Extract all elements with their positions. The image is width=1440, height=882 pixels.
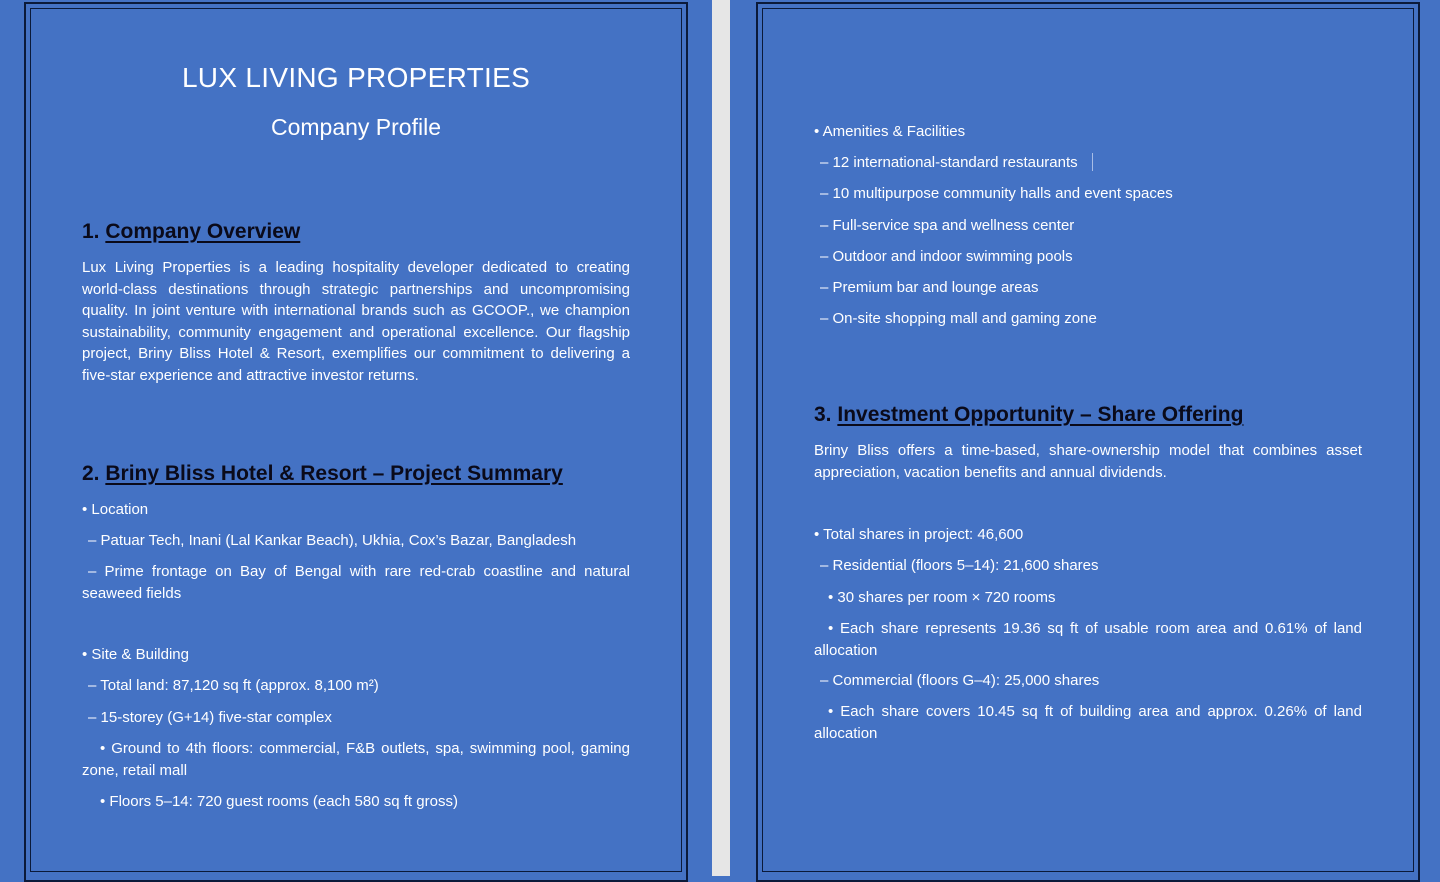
commercial-share-detail: • Each share covers 10.45 sq ft of building area and approx. 0.26% of land allocation: [814, 703, 1362, 742]
site-lower-floors: • Ground to 4th floors: commercial, F&B outlets, spa, swimming pool, gaming zone, retail mall: [82, 740, 630, 779]
document-page-1: [0, 0, 712, 876]
site-storey: – 15-storey (G+14) five-star complex: [88, 709, 332, 726]
amenity-item: – Premium bar and lounge areas: [820, 279, 1039, 296]
section-title: Company Overview: [105, 220, 301, 243]
location-label: • Location: [82, 501, 149, 518]
total-shares: • Total shares in project: 46,600: [814, 526, 1024, 543]
amenity-item: – 12 international-standard restaurants: [820, 154, 1078, 171]
page-gap: [712, 0, 730, 876]
company-overview-paragraph: Lux Living Properties is a leading hospitality developer dedicated to creating world-class destinations through strategic partnerships and uncompromising quality. In joint venture with international brands such as GCOOP., we champion sustainability, community engagement and operational excellence. Our flagship project, Briny Bliss Hotel & Resort, exemplifies our commitment to delivering a five-star experience and attractive investor returns.: [82, 259, 630, 384]
location-frontage: – Prime frontage on Bay of Bengal with rare red-crab coastline and natural seaweed fields: [82, 563, 630, 602]
amenity-item: – Full-service spa and wellness center: [820, 217, 1075, 234]
section-title: Briny Bliss Hotel & Resort – Project Summary: [105, 462, 563, 485]
amenity-item: – On-site shopping mall and gaming zone: [820, 310, 1097, 327]
section-heading-company-overview: [82, 219, 300, 245]
residential-share-detail: • Each share represents 19.36 sq ft of usable room area and 0.61% of land allocation: [814, 620, 1362, 659]
amenity-item: – 10 multipurpose community halls and event spaces: [820, 185, 1173, 202]
location-line: – Patuar Tech, Inani (Lal Kankar Beach), Ukhia, Cox’s Bazar, Bangladesh: [88, 532, 577, 549]
site-guest-floors: • Floors 5–14: 720 guest rooms (each 580 sq ft gross): [100, 793, 458, 810]
section-number: 2.: [82, 462, 100, 485]
investment-intro: Briny Bliss offers a time-based, share-ownership model that combines asset appreciation, vacation benefits and annual dividends.: [814, 442, 1362, 481]
amenity-item: – Outdoor and indoor swimming pools: [820, 248, 1073, 265]
residential-rooms: • 30 shares per room × 720 rooms: [828, 589, 1056, 606]
residential-shares: – Residential (floors 5–14): 21,600 shares: [820, 557, 1099, 574]
section-number: 3.: [814, 403, 832, 426]
section-title: Investment Opportunity – Share Offering: [837, 403, 1244, 426]
document-title: LUX LIVING PROPERTIES: [181, 62, 531, 93]
section-heading-project-summary: [82, 461, 563, 487]
section-number: 1.: [82, 220, 100, 243]
commercial-shares: – Commercial (floors G–4): 25,000 shares: [820, 672, 1100, 689]
amenities-label: • Amenities & Facilities: [814, 123, 966, 140]
site-building-label: • Site & Building: [82, 646, 189, 663]
document-subtitle: Company Profile: [270, 114, 442, 140]
document-page-2: [730, 0, 1440, 876]
site-total-land: – Total land: 87,120 sq ft (approx. 8,100 m²): [88, 677, 379, 694]
section-heading-investment: [814, 402, 1243, 428]
text-cursor: [1092, 153, 1093, 171]
